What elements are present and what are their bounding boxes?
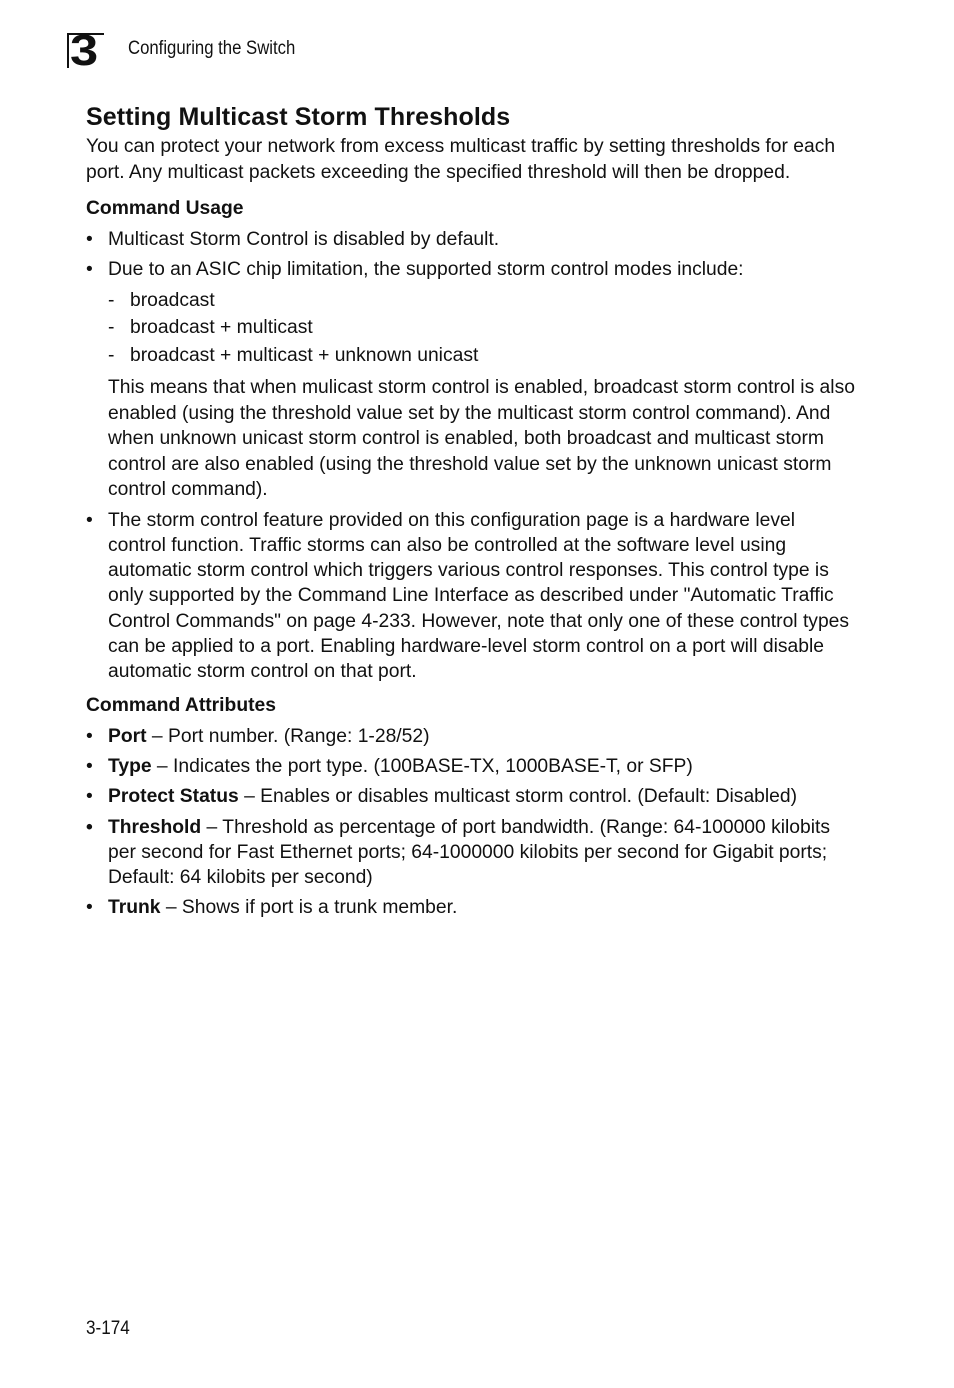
command-attributes-heading: Command Attributes [86,694,276,716]
running-header: Configuring the Switch [128,38,296,59]
bullet-icon: • [86,509,93,531]
chapter-number: 3 [70,26,99,75]
bullet-icon: • [86,259,93,281]
command-attributes-list [86,724,856,921]
list-item [86,508,856,685]
storm-mode-list [108,287,856,370]
page-number: 3-174 [86,1318,130,1339]
section-intro: You can protect your network from excess multicast traffic by setting thresholds for each port. Any multicast packets exceeding the specified threshold will then be dropped. [86,136,836,183]
list-item-text: Due to an ASIC chip limitation, the supported storm control modes include: [108,259,744,281]
attribute-term: Port [108,725,147,747]
dash-icon: - [108,317,115,339]
bullet-icon: • [86,229,93,250]
dash-icon: - [108,344,115,366]
attribute-item [86,754,856,779]
command-usage-list [86,227,856,685]
attribute-item [86,895,856,920]
storm-mode-item [108,287,856,315]
attribute-desc: – Shows if port is a trunk member. [160,897,458,919]
bullet-icon: • [86,786,93,808]
attribute-term: Trunk [108,897,161,919]
bullet-icon: • [86,725,93,747]
storm-mode-text: broadcast + multicast + unknown unicast [130,344,479,366]
list-item [86,227,856,252]
storm-mode-item [108,342,856,370]
dash-icon: - [108,289,115,311]
bullet-icon: • [86,755,93,777]
list-item [86,257,856,502]
attribute-term: Threshold [108,816,202,838]
storm-mode-note: This means that when mulicast storm control is enabled, broadcast storm control is also enabled (using the threshold value set by the multicast storm control command). And when unknown unicast storm control is enabled, both broadcast and multicast storm control are also enabled (using the threshold value set by the unknown unicast storm control command). [108,377,855,501]
attribute-desc: – Indicates the port type. (100BASE-TX, 1000BASE-T, or SFP) [151,755,693,777]
section-title: Setting Multicast Storm Thresholds [86,103,511,131]
attribute-item [86,815,856,891]
attribute-desc: – Port number. (Range: 1-28/52) [146,725,430,747]
storm-mode-text: broadcast + multicast [130,317,313,339]
bullet-icon: • [86,897,93,919]
list-item-text: The storm control feature provided on this configuration page is a hardware level control function. Traffic storms can also be controlled at the software level using automatic storm control which triggers various control responses. This control type is only supported by the Command Line Interface as described under "Automatic Traffic Control Commands" on page 4-233. However, note that only one of these control types can be applied to a port. Enabling hardware-level storm control on a port will disable automatic storm control on that port. [108,509,850,683]
attribute-term: Protect Status [108,786,239,808]
attribute-item [86,724,856,749]
main-content [86,100,856,926]
list-item-text: Multicast Storm Control is disabled by default. [108,229,500,250]
attribute-desc: – Threshold as percentage of port bandwidth. (Range: 64-100000 kilobits per second for Fast Ethernet ports; 64-1000000 kilobits per second for Gigabit ports; Default: 64 kilobits per second) [108,816,831,889]
storm-mode-item [108,314,856,342]
attribute-term: Type [108,755,152,777]
attribute-item [86,784,856,809]
storm-mode-text: broadcast [130,289,215,311]
attribute-desc: – Enables or disables multicast storm control. (Default: Disabled) [238,786,798,808]
command-usage-heading: Command Usage [86,198,244,219]
bullet-icon: • [86,816,93,838]
